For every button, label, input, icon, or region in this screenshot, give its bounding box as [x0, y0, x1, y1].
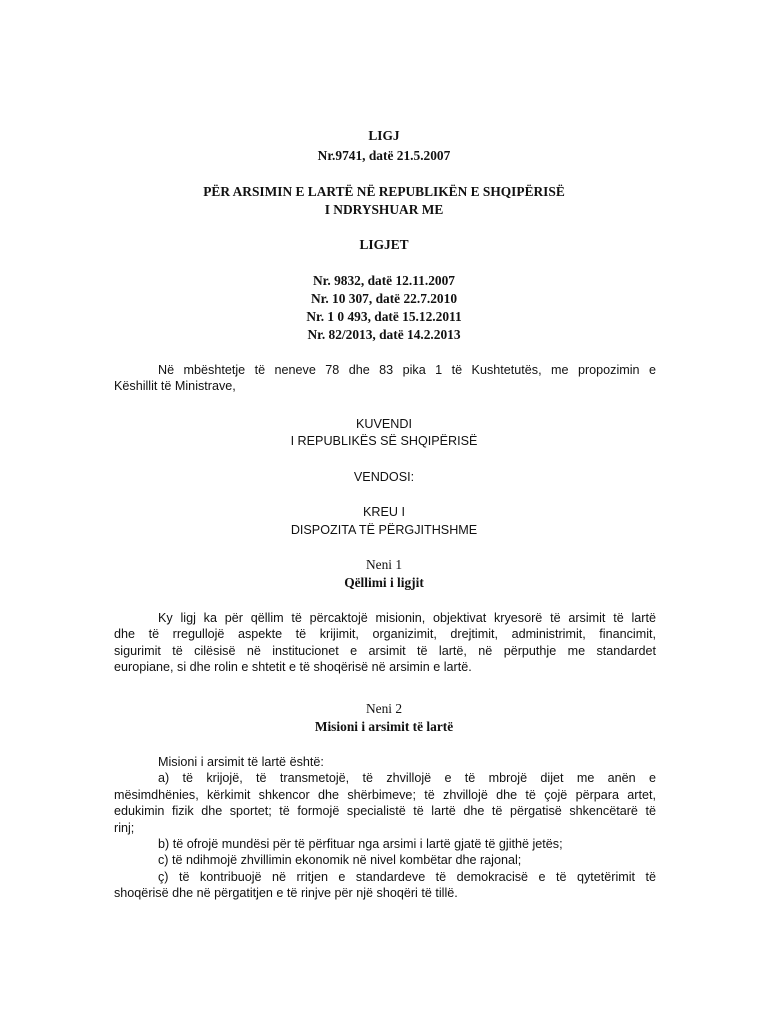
article-1-body [114, 610, 656, 676]
law-number: Nr.9741, datë 21.5.2007 [317, 148, 451, 163]
law-subject-line-2: I NDRYSHUAR ME [324, 202, 444, 217]
article-2-title: Misioni i arsimit të lartë [314, 719, 454, 734]
article-1-label: Neni 1 [365, 557, 403, 572]
article-1-line: europiane, si dhe rolin e shtetit e të shoqërisë në arsimin e lartë. [114, 660, 472, 675]
amendments-title: LIGJET [359, 237, 409, 252]
amendment-item: Nr. 9832, datë 12.11.2007 [313, 273, 455, 288]
assembly-name: KUVENDI [356, 417, 412, 431]
preamble [114, 362, 656, 395]
assembly-country: I REPUBLIKËS SË SHQIPËRISË [290, 434, 478, 448]
article-2-item-a-line: mësimdhënies, kërkimit shkencor dhe shërbimeve; të zhvillojë dhe të çojë përpara artet, [114, 787, 656, 802]
article-2-item-a-line: rinj; [114, 820, 135, 835]
amendment-item: Nr. 10 307, datë 22.7.2010 [310, 291, 458, 306]
article-2-item-cc-line: ç) të kontribuojë në rritjen e standardeve të demokracisë e të qytetërimit të [158, 869, 656, 884]
chapter-label: KREU I [363, 505, 405, 519]
chapter-title: DISPOZITA TË PËRGJITHSHME [290, 523, 478, 537]
article-1-line: dhe të rregullojë aspekte të krijimit, organizimit, drejtimit, administrimit, financimit, [114, 627, 656, 642]
article-1-line: sigurimit të cilësisë në institucionet e arsimit të lartë, në përputhje me standardet [114, 643, 656, 658]
article-2-intro: Misioni i arsimit të lartë është: [158, 755, 324, 769]
amendment-item: Nr. 1 0 493, datë 15.12.2011 [306, 309, 462, 324]
article-2-body [114, 754, 656, 902]
article-2-item-a-line: edukimin fizik dhe sportet; të formojë specialistë të lartë dhe të përgatisë shkencëtarë të [114, 804, 656, 819]
article-1-title: Qëllimi i ligjit [344, 575, 424, 590]
article-2-label: Neni 2 [365, 701, 403, 716]
decided-label: VENDOSI: [353, 470, 415, 484]
law-title: LIGJ [368, 128, 400, 143]
article-2-item-cc-line: shoqërisë dhe në përgatitjen e të rinjve për një shoqëri të tillë. [114, 886, 458, 901]
preamble-line: Këshillit të Ministrave, [114, 379, 236, 394]
article-2-item-b: b) të ofrojë mundësi për të përfituar nga arsimi i lartë gjatë të gjithë jetës; [158, 837, 563, 852]
law-subject-line-1: PËR ARSIMIN E LARTË NË REPUBLIKËN E SHQIPËRISË [203, 184, 565, 199]
article-2-item-a-line: a) të krijojë, të transmetojë, të zhvillojë e të mbrojë dijet me anën e [158, 771, 656, 786]
preamble-line: Në mbështetje të neneve 78 dhe 83 pika 1 të Kushtetutës, me propozimin e [158, 363, 656, 377]
amendment-item: Nr. 82/2013, datë 14.2.2013 [307, 327, 461, 342]
article-2-item-c: c) të ndihmojë zhvillimin ekonomik në nivel kombëtar dhe rajonal; [158, 853, 522, 868]
article-1-line: Ky ligj ka për qëllim të përcaktojë misionin, objektivat kryesorë të arsimit të lartë [158, 611, 656, 625]
